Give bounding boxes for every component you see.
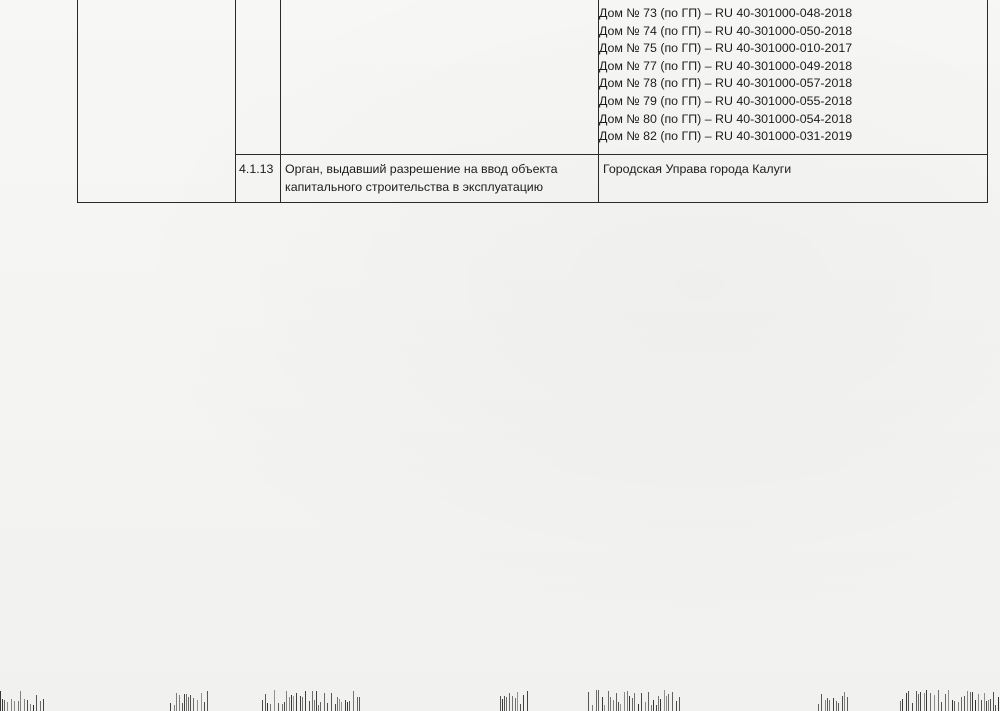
row-label-line-2: капитального строительства в эксплуатацию — [285, 180, 544, 194]
scan-artifact-4 — [500, 689, 530, 711]
table-row-divider — [235, 154, 988, 155]
table-col-divider-2 — [280, 0, 281, 203]
permit-item: Дом № 80 (по ГП) – RU 40-301000-054-2018 — [599, 111, 853, 126]
row-label-line-1: Орган, выдавший разрешение на ввод объекта — [285, 162, 558, 176]
permit-item: Дом № 74 (по ГП) – RU 40-301000-050-2018 — [599, 23, 853, 38]
permit-item: Дом № 79 (по ГП) – RU 40-301000-055-2018 — [599, 93, 853, 108]
table-border-bottom — [77, 202, 988, 203]
table-border-left — [77, 0, 78, 203]
row-value: Городская Управа города Калуги — [603, 162, 792, 176]
scan-artifact-2 — [170, 689, 210, 711]
permit-item: Дом № 78 (по ГП) – RU 40-301000-057-2018 — [599, 76, 853, 91]
scan-artifact-1 — [0, 689, 45, 711]
scan-artifact-5 — [588, 689, 683, 711]
table-border-right — [987, 0, 988, 203]
declaration-table-fragment — [77, 0, 988, 203]
permit-item: Дом № 77 (по ГП) – RU 40-301000-049-2018 — [599, 58, 853, 73]
permit-item: Дом № 75 (по ГП) – RU 40-301000-010-2017 — [599, 41, 853, 56]
scan-artifact-7 — [900, 689, 1000, 711]
table-col-divider-1 — [235, 0, 236, 203]
row-number: 4.1.13 — [239, 162, 274, 176]
scan-artifact-6 — [818, 689, 848, 711]
permit-item: Дом № 73 (по ГП) – RU 40-301000-048-2018 — [599, 6, 853, 20]
permit-list — [599, 5, 852, 146]
permit-item: Дом № 82 (по ГП) – RU 40-301000-031-2019 — [599, 129, 853, 144]
scan-artifact-3 — [262, 689, 362, 711]
